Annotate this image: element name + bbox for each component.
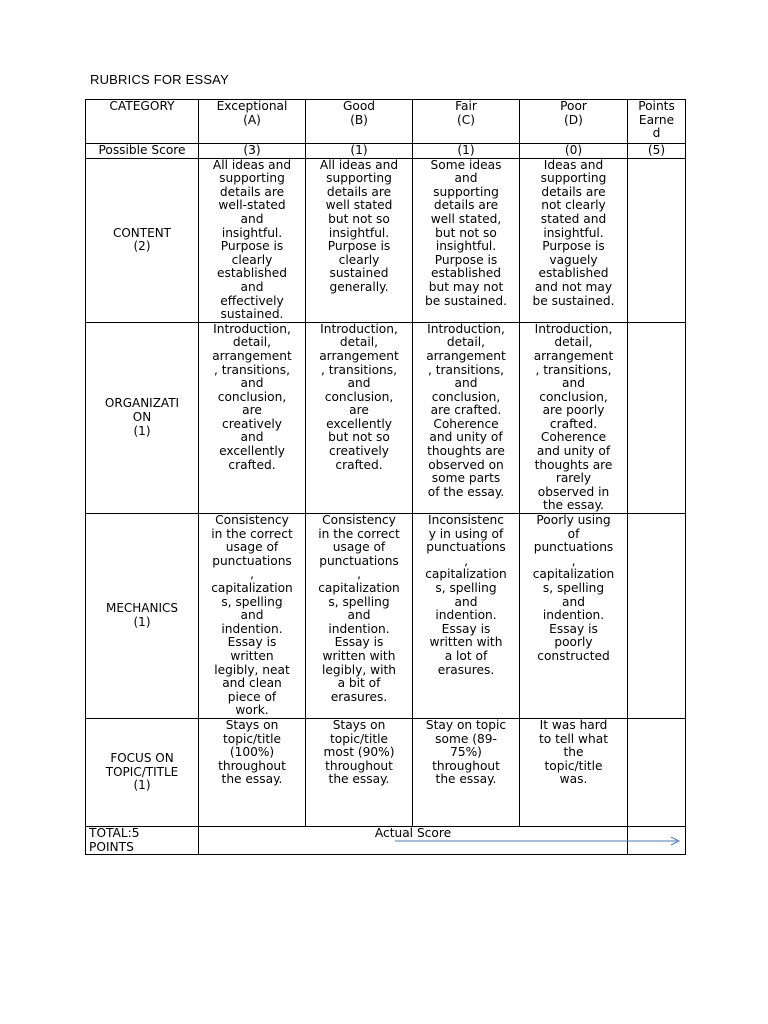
descriptor-line: , [357, 567, 361, 582]
descriptor-line: All ideas and [212, 157, 292, 172]
category-line: (1) [133, 423, 151, 438]
category-cell [86, 322, 199, 513]
descriptor-line: observed on [428, 457, 504, 472]
descriptor-line: topic/title [223, 731, 281, 746]
descriptor-line: supporting [326, 171, 392, 186]
descriptor-cell [520, 158, 628, 322]
descriptor-line: and [240, 430, 264, 445]
descriptor-line: well stated, [430, 211, 502, 226]
descriptor-line: details are [433, 198, 499, 213]
descriptor-line: punctuations [319, 553, 399, 568]
descriptor-line: Stay on topic [425, 717, 507, 732]
points-earned-cell [628, 718, 686, 826]
descriptor-line: topic/title [330, 731, 388, 746]
descriptor-line: It was hard [539, 717, 608, 732]
descriptor-cell [413, 718, 520, 826]
descriptor-line: and clean [222, 676, 282, 691]
descriptor-cell [306, 718, 413, 826]
descriptor-line: and unity of [429, 430, 503, 445]
descriptor-line: Introduction, [534, 321, 613, 336]
descriptor-line: to tell what [539, 731, 608, 746]
descriptor-line: indention. [221, 621, 283, 636]
descriptor-line: a lot of [444, 648, 488, 663]
descriptor-line: erasures. [437, 662, 495, 677]
descriptor-line: Stays on [332, 717, 386, 732]
descriptor-line: , transitions, [535, 362, 612, 377]
category-line: MECHANICS [105, 601, 179, 616]
descriptor-line: conclusion, [539, 389, 608, 404]
descriptor-line: arrangement [426, 348, 506, 363]
descriptor-cell [520, 718, 628, 826]
actual-score-cell [199, 826, 628, 854]
descriptor-line: are crafted. [430, 403, 502, 418]
descriptor-line: capitalization [425, 567, 507, 582]
descriptor-line: details are [326, 184, 392, 199]
points-earned-cell [628, 514, 686, 719]
descriptor-line: established [217, 266, 287, 281]
descriptor-line: throughout [218, 758, 286, 773]
possible-score-value: (1) [306, 144, 413, 159]
descriptor-line: indention. [435, 608, 497, 623]
descriptor-line: are [242, 403, 262, 418]
descriptor-line: capitalization [318, 581, 400, 595]
descriptor-line: the essay. [435, 772, 497, 787]
descriptor-line: creatively [222, 416, 282, 431]
descriptor-line: conclusion, [431, 389, 501, 404]
descriptor-line: (100%) [229, 745, 275, 760]
descriptor-line: Consistency [215, 513, 289, 528]
descriptor-line: and unity of [536, 444, 611, 459]
descriptor-line: generally. [329, 279, 389, 294]
descriptor-cell [520, 322, 628, 513]
descriptor-line: observed in [537, 484, 610, 499]
descriptor-line: legibly, with [322, 662, 396, 677]
descriptor-line: work. [235, 703, 269, 718]
descriptor-line: s, spelling [542, 581, 605, 595]
descriptor-line: most (90%) [323, 745, 395, 760]
descriptor-line: in the correct [318, 526, 400, 541]
descriptor-line: a bit of [337, 676, 381, 691]
descriptor-line: vaguely [549, 252, 598, 267]
descriptor-line: Essay is [227, 635, 277, 650]
descriptor-line: and [562, 594, 585, 609]
descriptor-line: capitalization [532, 567, 615, 582]
descriptor-line: and [240, 279, 264, 294]
descriptor-line: the essay. [543, 498, 604, 513]
descriptor-cell [199, 322, 306, 513]
descriptor-line: Purpose is [327, 239, 391, 254]
criteria-row-organization [86, 322, 686, 513]
descriptor-line: sustained [329, 266, 389, 281]
descriptor-line: and [454, 594, 478, 609]
descriptor-line: the [563, 745, 584, 760]
descriptor-line: , [464, 553, 468, 568]
descriptor-line: Purpose is [542, 239, 605, 254]
descriptor-line: and [454, 171, 478, 186]
descriptor-line: and [454, 376, 478, 391]
descriptor-line: rarely [555, 471, 592, 486]
header-line: (D) [564, 112, 583, 127]
descriptor-line: supporting [219, 171, 285, 186]
descriptor-line: the essay. [328, 772, 390, 787]
actual-score-label: Actual Score [374, 825, 452, 840]
possible-score-label: Possible Score [86, 144, 199, 159]
descriptor-line: legibly, neat [214, 662, 290, 677]
descriptor-line: well stated [325, 198, 393, 213]
header-line: CATEGORY [109, 99, 175, 113]
descriptor-line: some (89- [435, 731, 497, 746]
descriptor-line: Essay is [334, 635, 384, 650]
descriptor-line: crafted. [228, 457, 276, 472]
descriptor-line: are poorly [542, 403, 605, 418]
descriptor-line: conclusion, [217, 389, 287, 404]
descriptor-line: but may not [428, 279, 504, 294]
descriptor-cell [306, 322, 413, 513]
points-earned-cell [628, 158, 686, 322]
descriptor-line: throughout [325, 758, 393, 773]
descriptor-cell [413, 322, 520, 513]
header-cell [628, 100, 686, 144]
category-line: (2) [133, 239, 151, 254]
descriptor-line: s, spelling [221, 594, 283, 609]
header-line: (B) [350, 112, 368, 127]
descriptor-line: was. [559, 772, 588, 787]
header-line: (A) [243, 112, 261, 127]
descriptor-line: but not so [328, 211, 390, 226]
descriptor-line: Poorly using [536, 513, 611, 528]
criteria-row-content [86, 158, 686, 322]
descriptor-cell [413, 514, 520, 719]
descriptor-line: erasures. [330, 689, 388, 704]
descriptor-line: well-stated [218, 198, 286, 213]
descriptor-line: sustained. [220, 307, 284, 322]
descriptor-cell [199, 718, 306, 826]
descriptor-line: arrangement [533, 348, 614, 363]
descriptor-line: insightful. [543, 225, 604, 240]
header-line: Earne [638, 112, 675, 127]
category-line: ON [132, 410, 152, 425]
header-cell [520, 100, 628, 144]
category-line: CONTENT [112, 225, 172, 240]
descriptor-line: , [250, 567, 254, 582]
descriptor-line: crafted. [335, 457, 383, 472]
descriptor-line: and [240, 376, 264, 391]
descriptor-line: Inconsistenc [428, 513, 504, 528]
descriptor-line: insightful. [328, 225, 390, 240]
descriptor-line: Purpose is [434, 252, 498, 267]
total-label-line: POINTS [89, 839, 134, 854]
descriptor-line: details are [219, 184, 285, 199]
descriptor-line: Introduction, [427, 321, 505, 336]
descriptor-line: thoughts are [427, 444, 505, 459]
category-line: (1) [133, 614, 151, 629]
descriptor-line: supporting [433, 184, 499, 199]
descriptor-line: written with [322, 648, 396, 663]
descriptor-line: and not may [534, 279, 613, 294]
descriptor-cell [520, 514, 628, 719]
descriptor-line: thoughts are [534, 457, 613, 472]
criteria-row-mechanics [86, 514, 686, 719]
descriptor-line: usage of [332, 540, 386, 555]
descriptor-line: not clearly [541, 198, 606, 213]
descriptor-line: established [538, 266, 609, 281]
header-line: Exceptional [216, 99, 288, 113]
descriptor-line: detail, [232, 335, 272, 350]
descriptor-line: and [562, 376, 585, 391]
descriptor-line: but not so [328, 430, 390, 445]
descriptor-line: s, spelling [328, 594, 390, 609]
descriptor-line: stated and [540, 211, 607, 226]
header-cell [413, 100, 520, 144]
descriptor-line: and [240, 211, 264, 226]
descriptor-line: Essay is [441, 621, 491, 636]
descriptor-line: topic/title [544, 758, 603, 773]
descriptor-line: constructed [537, 648, 610, 663]
descriptor-line: punctuations [212, 553, 292, 568]
descriptor-line: Essay is [549, 621, 598, 636]
descriptor-line: usage of [225, 540, 279, 555]
descriptor-line: Purpose is [220, 239, 284, 254]
descriptor-line: indention. [542, 608, 605, 623]
descriptor-line: creatively [329, 444, 389, 459]
descriptor-line: excellently [326, 416, 392, 431]
descriptor-line: detail, [339, 335, 379, 350]
document-title: RUBRICS FOR ESSAY [90, 72, 229, 87]
descriptor-line: of the essay. [427, 484, 505, 499]
descriptor-line: and [347, 376, 371, 391]
descriptor-line: effectively [220, 293, 284, 308]
descriptor-line: detail, [446, 335, 486, 350]
header-line: Points [638, 99, 675, 113]
descriptor-line: Consistency [322, 513, 396, 528]
possible-score-value: (0) [520, 144, 628, 159]
category-line: FOCUS ON [110, 751, 174, 766]
category-cell [86, 158, 199, 322]
descriptor-cell [413, 158, 520, 322]
descriptor-line: piece of [227, 689, 277, 704]
header-row [86, 100, 686, 144]
descriptor-line: capitalization [211, 581, 293, 595]
descriptor-line: clearly [231, 252, 273, 267]
descriptor-line: 75%) [450, 745, 482, 760]
header-cell [306, 100, 413, 144]
descriptor-line: Coherence [433, 416, 499, 431]
descriptor-line: All ideas and [319, 157, 399, 172]
descriptor-line: , transitions, [427, 362, 505, 377]
descriptor-line: insightful. [435, 239, 497, 254]
descriptor-line: arrangement [212, 348, 292, 363]
descriptor-line: are [349, 403, 369, 418]
descriptor-line: arrangement [319, 348, 399, 363]
descriptor-line: written [230, 648, 274, 663]
descriptor-line: indention. [328, 621, 390, 636]
descriptor-line: , [571, 553, 576, 568]
descriptor-line: crafted. [549, 416, 598, 431]
descriptor-line: Introduction, [213, 321, 291, 336]
possible-score-value: (1) [413, 144, 520, 159]
possible-score-value: (5) [628, 144, 686, 159]
points-earned-cell [628, 322, 686, 513]
category-line: TOPIC/TITLE [105, 764, 179, 779]
total-row [86, 826, 686, 854]
descriptor-line: , transitions, [320, 362, 398, 377]
descriptor-line: in the correct [211, 526, 293, 541]
descriptor-cell [306, 158, 413, 322]
header-cell [86, 100, 199, 144]
descriptor-line: insightful. [221, 225, 283, 240]
arrow-right-icon [395, 835, 685, 847]
header-line: d [652, 126, 661, 141]
descriptor-line: supporting [540, 171, 607, 186]
total-label-line: TOTAL:5 [89, 825, 140, 840]
descriptor-line: punctuations [426, 540, 506, 555]
descriptor-line: y in using of [428, 526, 504, 541]
header-line: Good [342, 99, 376, 113]
header-line: (C) [456, 112, 476, 127]
category-line: (1) [133, 778, 151, 793]
total-label [86, 826, 199, 854]
possible-score-row [86, 144, 686, 159]
descriptor-line: be sustained. [532, 293, 615, 308]
descriptor-cell [199, 514, 306, 719]
descriptor-line: be sustained. [425, 293, 507, 308]
descriptor-line: clearly [338, 252, 380, 267]
descriptor-line: conclusion, [324, 389, 394, 404]
descriptor-line: s, spelling [435, 581, 497, 595]
header-line: Fair [455, 99, 477, 113]
descriptor-line: of [567, 526, 580, 541]
descriptor-line: Stays on [225, 717, 279, 732]
header-line: Poor [560, 99, 587, 113]
descriptor-line: established [431, 266, 501, 281]
descriptor-cell [306, 514, 413, 719]
descriptor-line: excellently [219, 444, 285, 459]
descriptor-line: and [347, 608, 371, 623]
descriptor-line: Some ideas [430, 157, 502, 172]
descriptor-cell [199, 158, 306, 322]
descriptor-line: , transitions, [213, 362, 291, 377]
descriptor-line: the essay. [221, 772, 283, 787]
category-line: ORGANIZATI [104, 396, 180, 411]
descriptor-line: Ideas and [543, 157, 604, 172]
rubric-table [85, 99, 686, 855]
category-cell [86, 514, 199, 719]
possible-score-value: (3) [199, 144, 306, 159]
descriptor-line: Introduction, [320, 321, 398, 336]
descriptor-line: poorly [554, 635, 593, 650]
header-cell [199, 100, 306, 144]
descriptor-line: detail, [554, 335, 593, 350]
descriptor-line: details are [541, 184, 606, 199]
descriptor-line: and [240, 608, 264, 623]
descriptor-line: punctuations [533, 540, 614, 555]
descriptor-line: Coherence [540, 430, 607, 445]
descriptor-line: written with [429, 635, 503, 650]
descriptor-line: throughout [432, 758, 500, 773]
category-cell [86, 718, 199, 826]
criteria-row-focus-on-topic [86, 718, 686, 826]
descriptor-line: some parts [431, 471, 501, 486]
descriptor-line: but not so [435, 225, 497, 240]
